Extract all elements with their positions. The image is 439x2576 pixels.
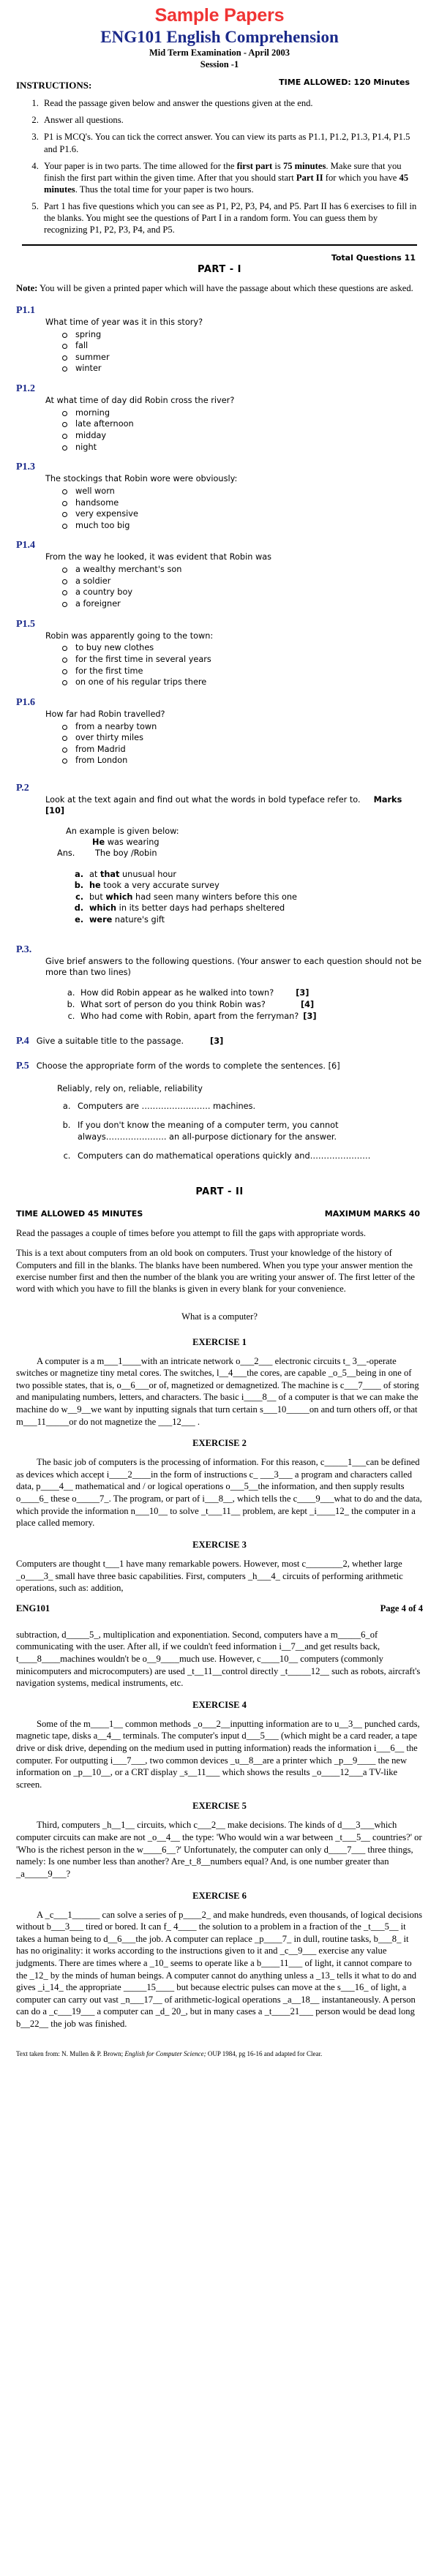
p3-item [78, 1011, 423, 1023]
section-divider [22, 244, 417, 246]
p2-stem-text: Look at the text again and find out what the words in bold typeface refer to. [45, 794, 361, 805]
p2-example-rest: was wearing [105, 837, 160, 848]
exercise-4-body[interactable]: Some of the m____1__ common methods _o___2__inputting information are to u__3__ punched cards, magnetic tape, disks a__4__ terminals. The computer's input d___5___ (which might be a card reader, a tape drive or disk drive, depending on the medium used in putting information) reads the information i___6__ the computer. For outputting i___7___, two common devices _u__8__are a printer which _p__9____ the new information on _p__10__, or a CRT display _s__11___ which shows the results _o____12___a TV-like screen. [16, 1718, 420, 1790]
question-number: P1.2 [16, 383, 36, 394]
session-subtitle: Session -1 [200, 59, 239, 69]
option-item[interactable]: a wealthy merchant's son [61, 564, 423, 576]
footer-page-number: Page 4 of 4 [380, 1603, 423, 1613]
question-stem: How far had Robin travelled? [45, 709, 165, 719]
question-number: P1.1 [16, 304, 36, 316]
exercise-3-body-continued[interactable]: subtraction, d_____5_, multiplication and exponentiation. Second, computers have a m_____6_of communicating with the user. After all, if we couldn't feed information i__7__and get results back, t____8____machines wouldn't be o__9____much use. However, c____10__ computers (commonly minicomputers and microcomputers) are used _t__11__control directly _t_____12__ such as robots, aircraft's navigation systems, medical instruments, etc. [16, 1629, 421, 1689]
p2-item [86, 869, 423, 881]
exercise-5-title: EXERCISE 5 [192, 1801, 247, 1812]
exercise-2-body[interactable]: The basic job of computers is the processing of information. For this reason, c_____1___can be defined as devices which accept i____2____in the form of instructions c_ ___3___ a program and characters called data, p____4__ mathematical and / or logical operations o___5__the information, and then supply results o____6_ these o_____7_. The program, or part of i___8__, which tells the c____9___what to do and the data, which provide the information n___10__ to solve _t___11__ problem, are kept _i____12_ the computer in a place called memory. [16, 1457, 422, 1529]
exercise-1-body[interactable]: A computer is a m___1____with an intricate network o___2___ electronic circuits t_ 3__-operate switches or magnetize tiny metal cores. The switches, l__4___the cores, are capable _o_5__being in one of two possible states, that is, o__6___or of, magnetized or demagnetized. The machine is c___7____ of storing and manipulating numbers, letters, and characters. The basic i____8__ of a computer is that we can make the machine do w__9__we want by inputting signals that turn certain s___10_____on and turn others off, or that m___11_____or do not magnetize the ___12___ . [16, 1355, 419, 1427]
option-item[interactable]: summer [61, 352, 423, 364]
note-label: Note: [16, 283, 38, 294]
p2-item-bold: which [89, 903, 117, 914]
p3-item [78, 987, 423, 999]
part-1-heading: PART - I [198, 264, 241, 276]
source-title: English for Computer Science; [124, 2049, 206, 2057]
p2-item-after: took a very accurate survey [100, 881, 220, 891]
p3-item-text: Who had come with Robin, apart from the ferryman? [80, 1012, 299, 1022]
option-item[interactable]: midday [61, 430, 423, 442]
question-p1-5 [16, 619, 423, 688]
question-p4 [16, 1036, 423, 1047]
p2-item-after: unusual hour [119, 869, 177, 879]
option-item[interactable]: to buy new clothes [61, 642, 423, 654]
p2-example [57, 826, 423, 859]
option-item[interactable]: fall [61, 340, 423, 352]
option-item[interactable]: handsome [61, 497, 423, 509]
exam-subtitle: Mid Term Examination - April 2003 [149, 47, 290, 58]
time-allowed-label: TIME ALLOWED: 120 Minutes [279, 78, 410, 88]
p2-item-after: had seen many winters before this one [132, 892, 298, 902]
question-number: P1.6 [16, 696, 36, 708]
page-footer [16, 1603, 423, 1614]
question-p1-6 [16, 697, 423, 767]
part-2-intro-2: This is a text about computers from an old book on computers. Trust your knowledge of the history of Computers and fill in the blanks. The blanks have been numbered. When you type your answer mention the exercise number first and then the number of the blank you are writing your answer of. The first letter of the word with which you have to fill the blanks is given in every blank for your convenience. [16, 1248, 415, 1295]
exercise-6-body[interactable]: A _c___1______ can solve a series of p____2_ and make hundreds, even thousands, of logical decisions without b___3___ tired or bored. It can f_ 4____ the solution to a problem in a fraction of the _t___5__ it takes a human being to d__6___the job. A computer can replace _p____7_ in dull, routine tasks, b___8_ it has no originality: it works according to the instructions given to it and _c__9___ exercise any value judgments. There are times where a _10_ seems to operate like a b____11___ of light, it cannot compare to the _12_ by the minds of human beings. A computer cannot do anything unless a _13_ tells it what to do and gives _i_14_ the appropriate _____15____ but because electric pulses can move at the s___16_ of light, a computer can carry out vast _n___17__ of arithmetic-logical operations _a__18__ instantaneously. A person can do a _c___19___ a computer can _d_ 20_, but in many cases a _t____21___ person would be dead long b__22__ the job was finished. [16, 1909, 423, 2029]
p2-item-list [16, 869, 423, 926]
option-list [16, 642, 423, 688]
p3-item-list [16, 987, 423, 1023]
sample-papers-heading: Sample Papers [154, 5, 285, 26]
question-stem: The stockings that Robin wore were obviously: [45, 474, 238, 484]
p2-item-before: at [89, 869, 100, 879]
p4-text: Give a suitable title to the passage. [36, 1036, 184, 1047]
question-number: P.3. [16, 944, 32, 956]
instruction-item: 5. Part 1 has five questions which you can see as P1, P2, P3, P4, and P5. Part II has 6 exercises to fill in the blanks. You might see the questions of Part I in a random form. You can guess them by recognizing P1, P2, P3, P4, and P5. [41, 200, 423, 236]
source-prefix: Text taken from: N. Mullen & P. Brown; [16, 2049, 125, 2057]
question-stem [45, 795, 423, 817]
p2-example-bold-word: He [92, 837, 105, 848]
question-stem: Robin was apparently going to the town: [45, 630, 214, 641]
part-2-maximum-marks: MAXIMUM MARKS 40 [324, 1208, 420, 1219]
p4-number-prefix: P. [16, 1036, 24, 1047]
p2-answer-row [57, 848, 423, 859]
p2-item-after: in its better days had perhaps sheltered [116, 903, 285, 914]
p4-marks: [3] [210, 1036, 224, 1047]
p5-number-prefix: P. [16, 1061, 24, 1072]
p4-number-suffix: 4 [23, 1036, 29, 1047]
option-item[interactable]: on one of his regular trips there [61, 677, 423, 688]
p3-item-text: How did Robin appear as he walked into town? [80, 988, 274, 998]
p2-item [86, 880, 423, 892]
option-list [16, 486, 423, 531]
option-item[interactable]: late afternoon [61, 418, 423, 430]
p3-item-marks: [3] [303, 1012, 317, 1022]
option-item[interactable]: a country boy [61, 587, 423, 598]
part-2-meta-row [16, 1209, 420, 1219]
instructions-heading: INSTRUCTIONS: [16, 80, 92, 91]
option-item[interactable]: spring [61, 329, 423, 341]
p5-item[interactable]: a. Computers are ……………………. machines. [73, 1101, 423, 1112]
question-number: P.2 [16, 782, 29, 794]
note-text: You will be given a printed paper which will have the passage about which these questions are asked. [37, 283, 413, 294]
option-item[interactable]: well worn [61, 486, 423, 497]
option-item[interactable]: over thirty miles [61, 732, 423, 744]
exercise-6-title: EXERCISE 6 [192, 1890, 247, 1901]
question-number: P1.4 [16, 540, 36, 551]
option-item[interactable]: from a nearby town [61, 721, 423, 733]
option-item[interactable]: night [61, 442, 423, 453]
option-item[interactable]: much too big [61, 520, 423, 532]
option-list [16, 721, 423, 767]
option-item[interactable]: very expensive [61, 508, 423, 520]
p2-answer-label: Ans. [57, 848, 75, 859]
question-p1-3 [16, 462, 423, 531]
instruction-item: 3. P1 is MCQ's. You can tick the correct answer. You can view its parts as P1.1, P1.2, P1.3, P1.4, P1.5 and P1.6. [41, 131, 423, 154]
p2-item-bold: he [89, 881, 101, 891]
p2-item [86, 892, 423, 903]
option-item[interactable]: winter [61, 363, 423, 374]
part-1-note [16, 282, 423, 294]
part-2-intro-1: Read the passages a couple of times before you attempt to fill the gaps with appropriate words. [16, 1227, 367, 1238]
p5-item[interactable]: c. Computers can do mathematical operations quickly and…………………. [73, 1150, 423, 1161]
p5-text: Choose the appropriate form of the words to complete the sentences. [6] [36, 1061, 340, 1072]
part-2-centered-question: What is a computer? [181, 1311, 258, 1322]
p2-example-label: An example is given below: [66, 826, 179, 836]
source-suffix: OUP 1984, pg 16-16 and adapted for Clear. [206, 2049, 323, 2057]
question-number: P1.3 [16, 462, 36, 473]
option-item[interactable]: for the first time in several years [61, 654, 423, 666]
question-p2 [16, 783, 423, 925]
instructions-list [16, 97, 423, 236]
question-p3 [16, 944, 423, 1023]
part-2-time-allowed: TIME ALLOWED 45 MINUTES [16, 1208, 143, 1219]
p3-item-marks: [3] [296, 988, 309, 998]
option-item[interactable]: from Madrid [61, 744, 423, 756]
instruction-item: 2. Answer all questions. [41, 114, 423, 126]
question-p1-4 [16, 540, 423, 609]
p2-item-after: nature's gift [112, 914, 165, 924]
exercise-1-title: EXERCISE 1 [192, 1336, 247, 1347]
p2-item-before: but [89, 892, 106, 902]
question-stem: What time of year was it in this story? [45, 317, 203, 327]
option-list [16, 407, 423, 453]
option-item[interactable]: for the first time [61, 666, 423, 677]
p2-item [86, 914, 423, 926]
exercise-3-title: EXERCISE 3 [192, 1539, 247, 1550]
p2-item-bold: that [100, 869, 120, 879]
p2-item-bold: were [89, 914, 113, 924]
part-2-heading: PART - II [195, 1186, 244, 1197]
option-list [16, 564, 423, 609]
question-stem: At what time of day did Robin cross the river? [45, 395, 235, 405]
course-title-heading: ENG101 English Comprehension [100, 27, 339, 46]
option-item[interactable]: a soldier [61, 576, 423, 587]
question-number: P1.5 [16, 618, 36, 630]
p2-marks: Marks [10] [45, 794, 402, 816]
question-number [16, 1036, 29, 1047]
option-item[interactable]: from London [61, 755, 423, 767]
question-number [16, 1061, 29, 1072]
question-p1-2 [16, 383, 423, 453]
question-p1-1 [16, 305, 423, 374]
p5-item-list [16, 1101, 423, 1161]
exercise-3-body[interactable]: Computers are thought t___1 have many remarkable powers. However, most c________2, whether large _o____3_ small have three basic capabilities. First, computers _h___4_ circuits of performing arithmetic operations, such as: addition, [16, 1558, 403, 1594]
question-stem: From the way he looked, it was evident that Robin was [45, 552, 272, 562]
total-questions-label: Total Questions 11 [331, 253, 416, 263]
option-item[interactable]: morning [61, 407, 423, 419]
option-item[interactable]: a foreigner [61, 598, 423, 610]
p2-answer-text: The boy /Robin [95, 848, 157, 859]
question-p5 [16, 1061, 423, 1072]
source-attribution [16, 2049, 423, 2058]
instruction-item: 1. Read the passage given below and answer the questions given at the end. [41, 97, 423, 109]
p3-item-marks: [4] [300, 1000, 315, 1010]
exercise-4-title: EXERCISE 4 [192, 1699, 247, 1710]
instruction-item: 4. Your paper is in two parts. The time allowed for the first part is 75 minutes. Make sure that you finish the first part within the given time. After that you should start Part II for which you have 45 minutes. Thus the total time for your paper is two hours. [41, 160, 423, 195]
p3-item-text: What sort of person do you think Robin was? [80, 1000, 266, 1010]
p5-word-bank: Reliably, rely on, reliable, reliability [57, 1084, 203, 1094]
p5-number-suffix: 5 [23, 1061, 29, 1072]
question-stem: Give brief answers to the following questions. (Your answer to each question should not be more than two lines) [45, 957, 422, 978]
exercise-5-body[interactable]: Third, computers _h__1__ circuits, which c___2__ make decisions. The kinds of d___3___which computer circuits can make are not _o__4__ the type: 'Who would win a war between _t___5__ countries?' or 'Who is the richest person in the w____6__?' Unfortunately, the computer can only d____7___ three things, namely: Is one number less than another? Are_t_8__numbers equal? And, is one number greater than _a_____9___? [16, 1820, 422, 1879]
exercise-2-title: EXERCISE 2 [192, 1438, 247, 1449]
p2-item [86, 903, 423, 914]
option-list [16, 329, 423, 374]
p2-example-sentence [92, 837, 423, 848]
p3-item [78, 999, 423, 1011]
footer-course-code: ENG101 [16, 1603, 50, 1613]
p2-item-bold: which [105, 892, 133, 902]
p5-item[interactable]: b. If you don't know the meaning of a computer term, you cannot always…………………. an all-purpose dictionary for the answer. [73, 1120, 423, 1142]
